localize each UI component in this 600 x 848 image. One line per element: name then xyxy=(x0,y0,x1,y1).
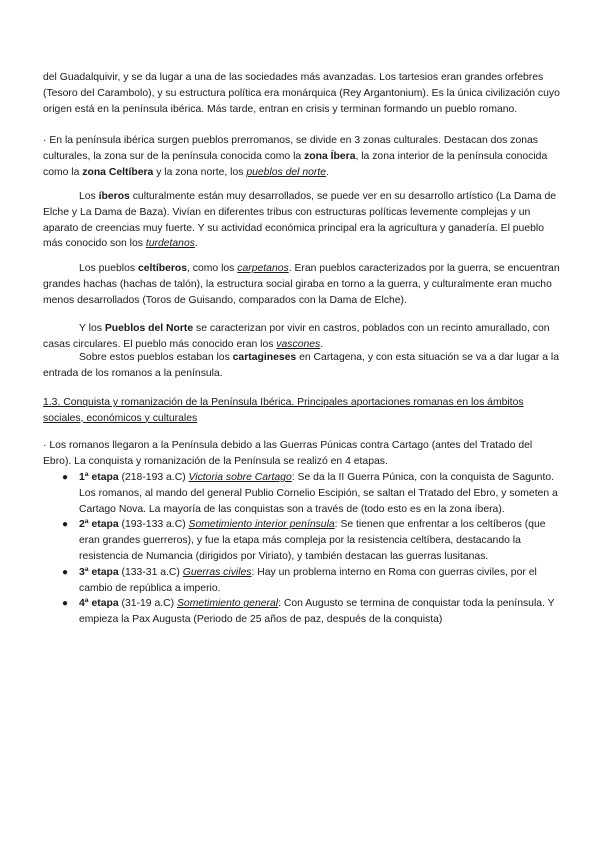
stage-dates: (31-19 a.C) xyxy=(118,598,177,610)
stage-label: 3ª etapa xyxy=(79,566,119,578)
list-item xyxy=(43,470,561,517)
list-item xyxy=(43,565,561,597)
text-run: , la zona interior de la península conocida como la xyxy=(43,150,548,178)
stage-text: : Con Augusto se termina de conquistar toda la península. Y empieza la Pax Augusta (Periodo de 25 años de paz, después de la conquista) xyxy=(79,598,555,626)
text-run: . Eran pueblos caracterizados por la guerra, se encuentran grandes hachas (hachas de talón), la estructura social giraba en torno a la guerra, y culturalmente eran mucho menos desarrollados (Toros de Guisando, comparados con la Dama de Elche). xyxy=(43,263,560,306)
stage-text: : Hay un problema interno en Roma con guerras civiles, por el cambio de república a imperio. xyxy=(79,566,537,594)
text-run: y la zona norte, los xyxy=(153,166,247,178)
text-run: · En la península ibérica surgen pueblos prerromanos, se divide en 3 zonas culturales. Destacan dos zonas culturales, la zona sur de la península conocida como la xyxy=(43,135,538,162)
stage-title: Guerras civiles xyxy=(182,566,252,578)
stage-text: : Se da la II Guerra Púnica, con la conquista de Sagunto. Los romanos, al mando del general Publio Cornelio Escipión, se saltan el Tratado del Ebro, y someten a Cartago Nova. La mayoría de las conquistas son a través de (todo esto es en la zona íbera). xyxy=(79,472,558,515)
list-item xyxy=(43,517,561,564)
text-run: · Los romanos llegaron a la Península debido a las Guerras Púnicas contra Cartago (antes del Tratado del Ebro). La conquista y romanización de la Península se realizó en 4 etapas. xyxy=(43,440,533,467)
paragraph-romanos xyxy=(43,438,561,470)
term-pueblos-del-norte: pueblos del norte xyxy=(246,166,327,178)
text-run: . xyxy=(320,338,324,350)
bold-zona-ibera: zona Íbera xyxy=(304,150,356,162)
text-run: culturalmente están muy desarrollados, se puede ver en su desarrollo artístico (La Dama de Elche y La Dama de Baza). Vivían en diferentes tribus con estructuras políticas levemente complejas y un aparato de creencias muy fuerte. Y su actividad económica principal era la agricultura y ganadería. El pueblo más conocido son los xyxy=(43,191,557,250)
stage-dates: (193-133 a.C) xyxy=(118,519,189,531)
paragraph-pueblos-norte xyxy=(43,321,561,353)
text-run: en Cartagena, y con esta situación se va a dar lugar a la entrada de los romanos a la península. xyxy=(43,352,560,379)
stage-text: : Se tienen que enfrentar a los celtíberos (que eran grandes guerreros), y fue la etapa más compleja por la resistencia celtíbera, destacando la resistencia de Numancia (dirigidos por Viriato), y también destacan las guerras lusitanas. xyxy=(79,519,546,562)
stage-dates: (218-193 a.C) xyxy=(118,472,189,483)
paragraph-zonas-culturales xyxy=(43,133,561,180)
term-carpetanos: carpetanos xyxy=(237,263,289,274)
term-vascones: vascones xyxy=(276,338,321,350)
bullet-icon: ● xyxy=(62,472,69,483)
stage-dates: (133-31 a.C) xyxy=(118,566,183,578)
list-item xyxy=(43,596,561,628)
text-run: . xyxy=(326,166,329,178)
paragraph-text: del Guadalquivir, y se da lugar a una de las sociedades más avanzadas. Los tartesios eran grandes orfebres (Tesoro del Carambolo), y su estructura política era monárquica (Rey Argantonium). Es la única civilización cuyo origen está en la península ibérica. Más tarde, entran en crisis y terminan formando un pueblo romano. xyxy=(43,72,560,115)
text-run: se caracterizan por vivir en castros, poblados con un recinto amurallado, con casas circulares. El pueblo más conocido eran los xyxy=(43,323,550,350)
text-run: , como los xyxy=(187,263,238,274)
paragraph-cartagineses xyxy=(43,350,561,382)
text-run: Los pueblos xyxy=(79,263,138,274)
paragraph-tartesios xyxy=(43,70,561,117)
bold-celtiberos: celtíberos xyxy=(137,263,188,274)
text-run: Sobre estos pueblos estaban los xyxy=(79,352,233,363)
bold-cartagineses: cartagineses xyxy=(232,352,297,363)
stage-title: Sometimiento interior península xyxy=(188,519,335,531)
text-run: Y los xyxy=(79,323,105,334)
section-heading: 1.3. Conquista y romanización de la Península Ibérica. Principales aportaciones romanas en los ámbitos sociales, económicos y culturales xyxy=(43,397,524,424)
bullet-icon: ● xyxy=(62,566,69,578)
stages-list xyxy=(43,470,561,628)
stage-title: Victoria sobre Cartago xyxy=(188,472,292,483)
text-run: . xyxy=(194,238,198,250)
stage-label: 1ª etapa xyxy=(79,472,119,483)
bold-zona-celtibera: zona Celtíbera xyxy=(82,166,154,178)
bullet-icon: ● xyxy=(62,519,69,531)
bold-iberos: íberos xyxy=(98,191,130,202)
paragraph-iberos xyxy=(43,189,561,252)
paragraph-celtiberos xyxy=(43,261,561,308)
text-run: Los xyxy=(79,191,99,202)
stage-label: 4ª etapa xyxy=(79,598,119,610)
stage-title: Sometimiento general xyxy=(176,598,279,610)
bullet-icon: ● xyxy=(62,598,69,610)
stage-label: 2ª etapa xyxy=(79,519,119,531)
bold-pueblos-del-norte: Pueblos del Norte xyxy=(104,323,194,334)
term-turdetanos: turdetanos xyxy=(145,238,195,250)
